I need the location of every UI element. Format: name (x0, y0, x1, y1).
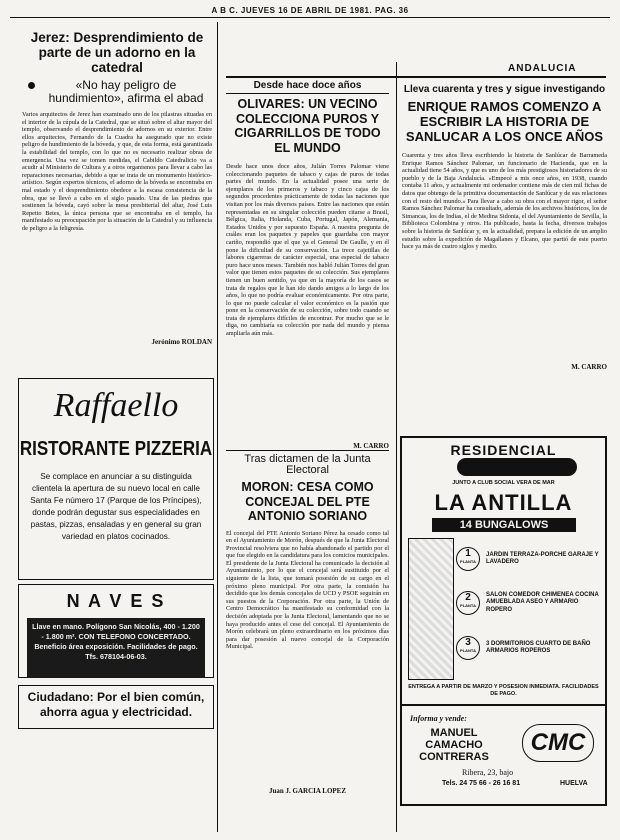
headline-moron: MORON: CESA COMO CONCEJAL DEL PTE ANTONIO SORIANO (241, 480, 374, 523)
planta-list (456, 538, 602, 670)
section-label: ANDALUCIA (508, 63, 577, 74)
signature-moron: Juan J. GARCIA LOPEZ (268, 786, 347, 795)
article-moron-body: El concejal del PTE Antonio Soriano Pérez ha cesado como tal en el Ayuntamiento de Morón, después de que la Junta Electoral Provincial resolviera que no había abandonado el partido por el que fue elegido en la candidatura para los comicios municipales. El presidente de la Junta Electoral ha comunicado la decisión al Ayuntamiento, por lo que el concejal será sustituido por el siguiente de la lista, que tomará posesión de su cargo en el próximo pleno municipal. Por otra parte, la comisión ha decidido que los demás concejales de UCD y PSOE seguirán en sus puestos de la Corporación. Por otra parte, la Unión de Centro Democrático ha manifestado su conformidad con la decisión adoptada por la Junta Electoral, lamentando que no se haya producido antes el cese del concejal. El Ayuntamiento de Morón celebrará un pleno extraordinario en los próximos días para dar posesión al nuevo concejal de la Corporación Municipal. (226, 529, 389, 651)
residencial-title: RESIDENCIAL (450, 442, 557, 458)
residencial-phone: Tels. 24 75 66 - 26 16 81 (442, 780, 521, 787)
page-header: A B C. JUEVES 16 DE ABRIL DE 1981. PAG. 36 (211, 6, 409, 15)
article-olivares-body: Desde hace unos doce años, Julián Torres Palomar viene coleccionando paquetes de tabaco y cajas de puros de todas partes del mundo. En la actualidad posee una serie de ejemplares de los primeros y tabaco y cinco cajas de los segundos procedentes prácticamente de todas las naciones que visitan por los más diversos países. Entre las naciones que están representadas en su singular colección pueden citarse a Brasil, Bélgica, Italia, Holanda, Cuba, Portugal, Japón, Alemania, Estados Unidos y por supuesto España. A nuestra pregunta de cuáles eran los paquetes y papeles que guardaba con mayor cariño, respondió que el que ya el General De Gaulle, y en él pone la dificultad de su conservación. La trece cajetillas de labores cigarreras de carácter especial, una especial de tabaco puro hace unos meses. También nos habló Julián Torres del gran valor que tienen estos paquetes de su colección. Sus ejemplares tienen un buen sentido, ya que en la mayoría de los casos se trata de regalos que le han ido dando amigos a lo largo de los años, lo que no podría evaluar económicamente. Por otra parte, lo que no puede calcular el valor económico es la pasión que pone en la conservación de su colección, sobre todo cuando se trata de ejemplares difíciles de encontrar. Por mucho que se le diga, no cambiaría su colección por nada del mundo y piensa ampliarla aún más. (226, 163, 389, 338)
signature-jerez: Jerónimo ROLDAN (151, 338, 212, 346)
planta-item: 2 PLANTA SALON COMEDOR CHIMENEA COCINA AMUEBLADA ASEO Y ARMARIO ROPERO (456, 580, 602, 626)
residencial-informa: Informa y vende: (410, 714, 467, 723)
ad-raffaello (18, 378, 214, 580)
section-rule (226, 76, 606, 78)
residencial-tag: 14 BUNGALOWS (432, 518, 576, 532)
column-2-bottom (226, 454, 389, 834)
ad-ciudadano (18, 685, 214, 729)
planta-badge: 3 PLANTA (456, 636, 480, 660)
residencial-name: LA ANTILLA (434, 490, 573, 515)
planta-item: 3 PLANTA 3 DORMITORIOS CUARTO DE BAÑO ARMARIOS ROPEROS (456, 626, 602, 670)
residencial-city: HUELVA (560, 780, 588, 787)
residencial-company: MANUEL CAMACHO CONTRERAS (419, 727, 489, 763)
article-jerez-body: Varios arquitectos de Jerez han examinado uno de los pilastras situadas en el interior de la cúpula de la Catedral, que se situó sobre el altar mayor del templo, observando el desprendimiento de adornos en su exterior. Entre ellos arquitectos, Fernando de la Cuadra ha asegurado que no existe peligro de hundimiento de la bóveda, y que, de esta forma, está garantizada la estabilidad del templo, con lo que no es necesario realizar obras de emergencia. Una vez se tomen medidas, el Cabildo Catedralicio va a acudir al Ministerio de Cultura y a otros organismos para llevar a cabo las reparaciones necesarias, debido a que se trata de un monumento histórico-artístico. Según expertos técnicos, el adorno de la bóveda se encontraba en mal estado y el desprendimiento obedece a la escasa consistencia de la obra, que se llevó a cabo en el siglo pasado. Una de las piedras que sostienen la bóveda, cayó sobre la mesa presbiterial del altar, José Luis Repetto Betes, la única persona que se encontraba en el templo, ha manifestado su preocupación por la situación de la Catedral y su influencia de peligro a la feligresía. (22, 111, 212, 232)
signature-olivares: M. CARRO (353, 442, 389, 450)
column-3 (402, 84, 607, 434)
kicker-rule (226, 93, 389, 94)
residencial-note: ENTREGA A PARTIR DE MARZO Y POSESION INMEDIATA. FACILIDADES DE PAGO. (408, 684, 599, 697)
raffaello-logo: Raffaello (53, 387, 179, 424)
article-sanlucar-body: Cuarenta y tres años lleva escribiendo la historia de Sanlúcar de Barrameda Enrique Ramos Sánchez Palomar, un funcionario de Hacienda, que en la actualidad tiene 54 años, y que es uno de los más prestigiosos historiadores de su pueblo y de la Baja Andalucía. «Empecé a mis once años, en 1938, cuando contaba 11 años, y actualmente mi ordenador contiene más de cien mil fichas de datos que obtengo de la primitiva documentación de Sanlúcar y de sus relaciones con el resto del mundo.» Para llevar a cabo su obra con el mayor rigor, el señor Ramos Sánchez Palomar ha consultado, además de los archivos históricos, los de Simancas, los de Indias, el de Medina Sidonia, el del Ayuntamiento de Sevilla, la Biblioteca Colombina y otros. Ha publicado, hasta la fecha, diversos trabajos sobre la historia de Sanlúcar y, en la actualidad, prepara la edición de un amplio estudio sobre la expedición de Magallanes y Elcano, que partió de este puerto hace ya más de cuatro siglos y medio. (402, 152, 607, 251)
planta-badge: 2 PLANTA (456, 591, 480, 615)
ad-residencial (400, 436, 607, 806)
residencial-address: Ribera, 23, bajo (462, 768, 514, 777)
ciudadano-text: Ciudadano: Por el bien común, ahorra agua y electricidad. (27, 690, 205, 719)
bullet-icon (28, 82, 35, 89)
headline-olivares: OLIVARES: UN VECINO COLECCIONA PUROS Y CIGARRILLOS DE TODO EL MUNDO (234, 97, 381, 155)
floor-plan-image (408, 538, 454, 680)
residencial-banner (457, 458, 577, 476)
column-divider-1 (217, 22, 218, 832)
signature-sanlucar: M. CARRO (571, 363, 607, 371)
kicker-moron: Tras dictamen de la Junta Electoral (244, 453, 371, 476)
column-divider-2 (396, 62, 397, 832)
cmc-logo: CMC (522, 724, 594, 762)
raffaello-text: Se complace en anunciar a su distinguida clientela la apertura de su nuevo local en calle Santa Fe número 17 (Parque de los Príncipes), donde podrán degustar sus especialidades en pastas, pizzas, ensaladas y en general su gran variedad en platos cocinados. (30, 472, 202, 541)
kicker-sanlucar: Lleva cuarenta y tres y sigue investigando (403, 84, 606, 95)
kicker-olivares: Desde hace doce años (253, 80, 362, 91)
planta-item: 1 PLANTA JARDIN TERRAZA-PORCHE GARAJE Y LAVADERO (456, 538, 602, 580)
planta-badge: 1 PLANTA (456, 547, 480, 571)
raffaello-title: RISTORANTE PIZZERIA (19, 437, 213, 460)
residencial-subtitle: JUNTO A CLUB SOCIAL VERA DE MAR (452, 480, 555, 486)
headline-jerez: Jerez: Desprendimiento de parte de un adorno en la catedral (30, 30, 204, 75)
residencial-rule (402, 704, 605, 706)
naves-body: Llave en mano. Polígono San Nicolás, 400 - 1.200 - 1.800 m². CON TELEFONO CONCERTADO. Beneficio área exposición. Facilidades de pago. Tfs. 678104-06-03. (27, 618, 205, 678)
header-rule (10, 17, 610, 18)
ad-naves (18, 584, 214, 678)
subhead-jerez: «No hay peligro de hundimiento», afirma el abad (22, 79, 212, 105)
naves-title: N A V E S (66, 591, 166, 611)
headline-sanlucar: ENRIQUE RAMOS COMENZO A ESCRIBIR LA HISTORIA DE SANLUCAR A LOS ONCE AÑOS (405, 99, 604, 144)
section-rule-moron (226, 450, 389, 451)
